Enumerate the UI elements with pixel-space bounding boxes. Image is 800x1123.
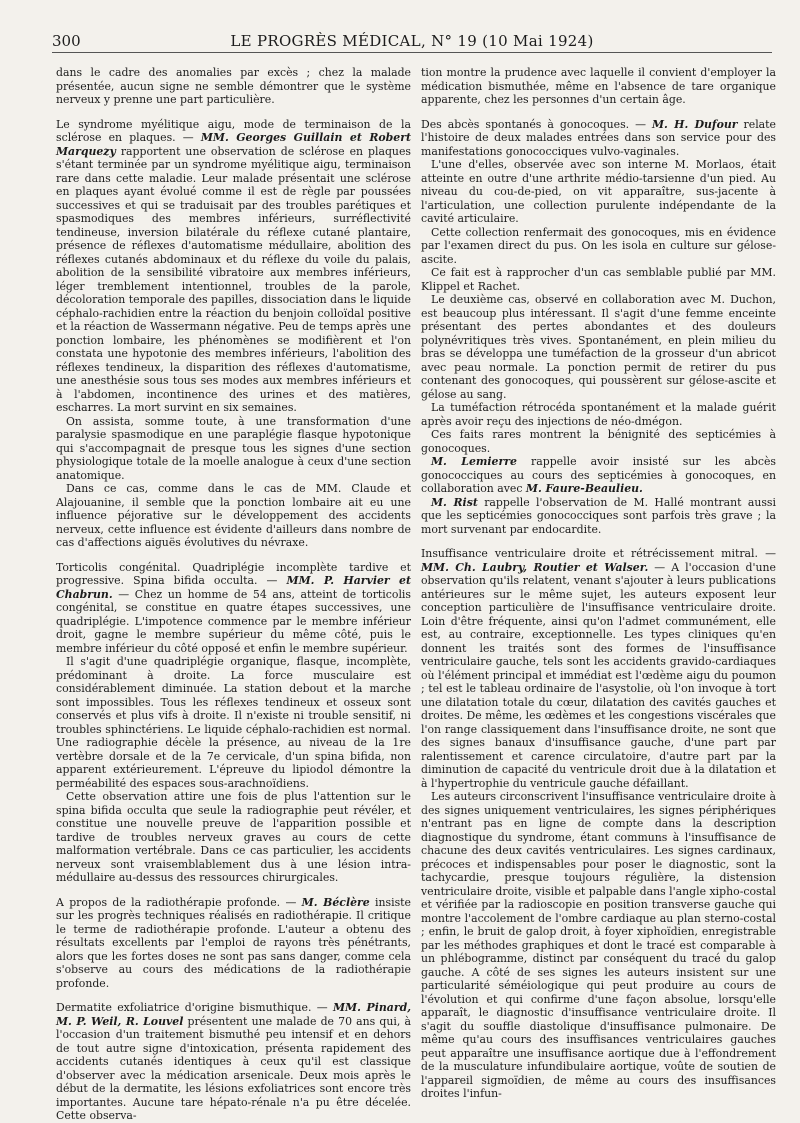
paragraph: Dans ce cas, comme dans le cas de MM. Claude et Alajouanine, il semble que la ponction lombaire ait eu une influence péjorative sur le développement des accidents nerveux, cette influence est évidente d'ailleurs dans nombre de cas d'affections aiguës évolutives du névraxe. — [56, 482, 411, 549]
paragraph: On assista, somme toute, à une transformation d'une paralysie spasmodique en une paraplégie flasque hypotonique qui s'accompagnait de presque tous les signes d'une section physiologique totale de la moelle analogue à ceux d'une section anatomique. — [56, 414, 411, 482]
article-torticolis — [56, 561, 411, 885]
paragraph — [56, 1001, 411, 1123]
paragraph: La tuméfaction rétrocéda spontanément et la malade guérit après avoir reçu des injections de néo-dmégon. — [421, 401, 776, 428]
paragraph: Ces faits rares montrent la bénignité des septicémies à gonocoques. — [421, 428, 776, 455]
paragraph: Cette observation attire une fois de plus l'attention sur le spina bifida occulta que seule la radiographie peut révéler, et constitue une nouvelle preuve de l'apparition possible et tardive de troubles nerveux graves au cours de cette malformation vertébrale. Dans ce cas particulier, les accidents nerveux sont vraisemblablement dus à une lésion intra-médullaire au-dessus des ressources chirurgicales. — [56, 790, 411, 884]
speaker-name: M. Lemierre — [431, 455, 517, 468]
article-authors: MM. Georges Guillain et Robert Marquezy — [56, 131, 411, 158]
paragraph — [421, 118, 776, 159]
running-title: LE PROGRÈS MÉDICAL, N° 19 (10 Mai 1924) — [230, 32, 594, 50]
article-title: A propos de la radiothérapie profonde. — — [56, 895, 302, 909]
paragraph: tion montre la prudence avec laquelle il convient d'employer la médication bismuthée, même en l'absence de tare organique apparente, chez les personnes d'un certain âge. — [421, 66, 776, 106]
article-authors: M. H. Dufour — [652, 117, 738, 131]
article-abces-gonocoques — [421, 118, 776, 537]
paragraph-text: insiste sur les progrès techniques réalisés en radiothérapie. Il critique le terme de radiothérapie profonde. L'auteur a obtenu des résultats excellents par l'emploi de rayons très pénétrants, alors que les fortes doses ne sont pas sans danger, comme cela s'observe au cours des médications de la radiothérapie profonde. — [56, 895, 411, 990]
paragraph: Les auteurs circonscrivent l'insuffisance ventriculaire droite à des signes uniquement ventriculaires, les signes périphériques n'entrant pas en ligne de compte dans la description diagnostique du syndrome, étant communs à l'insuffisance de chacune des deux cavités ventriculaires. Les signes cardinaux, précoces et indispensables pour poser le diagnostic, sont la tachycardie, presque toujours régulière, la distension ventriculaire droite, visible et palpable dans l'angle xipho-costal et vérifiée par la radioscopie en position transverse gauche qui montre l'accolement de l'ombre cardiaque au plan sterno-costal ; enfin, le bruit de galop droit, à foyer xiphoïdien, enregistrable par les méthodes graphiques et dont le tracé est comparable à un phlébogramme, distinct par conséquent du tracé du galop gauche. A côté de ses signes les auteurs insistent sur une particularité séméiologique qui peut produire au cours de l'évolution et qui confirme d'une façon absolue, lorsqu'elle apparaît, le diagnostic d'insuffisance ventriculaire droite. Il s'agit du souffle diastolique d'insuffisance pulmonaire. De même qu'au cours des insuffisances ventriculaires gauches peut apparaître une insuffisance aortique due à l'effondrement de la musculature infundibulaire aortique, voûte de soutien de l'appareil sigmoïdien, de même au cours des insuffisances droites l'infun- — [421, 790, 776, 1100]
article-title: Le syndrome myélitique aigu, mode de terminaison de la sclérose en plaques. — — [56, 117, 411, 144]
paragraph-text: rapportent une observation de sclérose en plaques s'étant terminée par un syndrome myélitique aigu, terminaison rare dans cette maladie. Leur malade présentait une sclérose en plaques ayant évolué comme il est de règle par poussées successives et qui se traduisait par des troubles parétiques et spasmodiques des membres inférieurs, surréflectivité tendineuse, inversion bilatérale du réflexe cutané plantaire, présence de réflexes d'automatisme médullaire, abolition des réflexes cutanés abdominaux et du réflexe du voile du palais, abolition de la sensibilité vibratoire aux membres inférieurs, léger tremblement intentionnel, troubles de la parole, décoloration temporale des papilles, dissociation dans le liquide céphalo-rachidien entre la réaction du benjoin colloïdal positive et la réaction de Wassermann négative. Peu de temps après une ponction lombaire, les phénomènes se modifièrent et l'on constata une hypotonie des membres inférieurs, l'abolition des réflexes tendineux, la disparition des réflexes d'automatisme, une anesthésie sous tous ses modes aux membres inférieurs et à l'abdomen, incontinence des urines et des matières, escharres. La mort survint en six semaines. — [56, 144, 411, 414]
paragraph: Le deuxième cas, observé en collaboration avec M. Duchon, est beaucoup plus intéressant. Il s'agit d'une femme enceinte présentant des pertes abondantes et des douleurs polynévritiques très vives. Spontanément, en plein milieu du bras se développa une tuméfaction de la grosseur d'un abricot avec peau normale. La ponction permit de retirer du pus contenant des gonocoques, qui poussèrent sur gélose-ascite et gélose au sang. — [421, 293, 776, 401]
paragraph — [56, 561, 411, 656]
paragraph-text: rappelle l'observation de M. Hallé montrant aussi que les septicémies gonococciques sont parfois très grave ; la mort survenant par endocardite. — [421, 495, 777, 536]
article-authors: MM. Ch. Laubry, Routier et Walser. — [421, 560, 649, 574]
paragraph-text: relate l'histoire de deux malades entrées dans son service pour des manifestations gonococciques vulvo-vaginales. — [421, 117, 776, 158]
paragraph — [56, 118, 411, 415]
article-title: Dermatite exfoliatrice d'origine bismuthique. — — [56, 1001, 333, 1014]
paragraph-text: — Chez un homme de 54 ans, atteint de torticolis congénital, se constitue en quatre étapes successives, une quadriplégie. L'impotence commence par le membre inférieur droit, gagne le membre supérieur du même côté, puis le membre inférieur du côté opposé et enfin le membre supérieur. — [56, 587, 411, 655]
paragraph — [421, 455, 776, 496]
article-title: Insuffisance ventriculaire droite et rétrécissement mitral. — — [421, 547, 776, 560]
article-authors: MM. P. Harvier et Chabrun. — [56, 574, 411, 601]
paragraph-text: présentent une malade de 70 ans qui, à l'occasion d'un traitement bismuthé peu intensif et en dehors de tout autre signe d'intoxication, présenta rapidement des accidents cutanés identiques à ceux qu'il est classique d'observer avec la médication arsenicale. Deux mois après le début de la dermatite, les lésions exfoliatrices sont encore très importantes. Aucune tare hépato-rénale n'a pu être décelée. Cette observa- — [56, 1014, 411, 1122]
paragraph: Cette collection renfermait des gonocoques, mis en évidence par l'examen direct du pus. On les isola en culture sur gélose-ascite. — [421, 225, 776, 266]
paragraph: dans le cadre des anomalies par excès ; chez la malade présentée, aucun signe ne semble démontrer que le système nerveux y prenne une part particulière. — [56, 66, 411, 106]
article-authors: MM. Pinard, M. P. Weil, R. Louvel — [56, 1001, 411, 1028]
speaker-name: M. Faure-Beaulieu. — [525, 482, 643, 495]
paragraph-text: — A l'occasion d'une observation qu'ils relatent, venant s'ajouter à leurs publications antérieures sur le même sujet, les auteurs exposent leur conception particulière de l'insuffisance ventriculaire droite. Loin d'être fréquente, ainsi qu'on l'admet communément, elle est, au contraire, exceptionnelle. Les types cliniques qu'en donnent les traités sont des formes de l'insuffisance ventriculaire gauche, tels sont les accidents gravido-cardiaques où l'élément principal et immédiat est l'œdème aigu du poumon ; tel est le tableau ordinaire de l'asystolie, où l'on invoque à tort une dilatation totale du cœur, dilatation des cavités gauches et droites. De même, les œdèmes et les congestions viscérales que l'on range classiquement dans l'insuffisance droite, ne sont que des signes banaux d'insuffisance gauche, d'une part par ralentissement et carence circulatoire, d'autre part par la diminution de capacité du ventricule droit due à la dilatation et à l'hypertrophie du ventricule gauche défaillant. — [421, 560, 776, 790]
article-myelitique — [56, 118, 411, 550]
page-header — [52, 30, 772, 53]
paragraph: Ce fait est à rapprocher d'un cas semblable publié par MM. Klippel et Rachet. — [421, 266, 776, 293]
article-title: Torticolis congénital. Quadriplégie incomplète tardive et progressive. Spina bifida occulta. — — [56, 560, 411, 587]
article-authors: M. Béclère — [301, 895, 370, 909]
article-dermatite — [56, 1001, 411, 1123]
paragraph — [421, 547, 776, 790]
article-radiotherapie — [56, 896, 411, 991]
page-number: 300 — [52, 32, 81, 50]
paragraph — [421, 496, 776, 537]
speaker-name: M. Rist — [431, 495, 478, 509]
right-column — [421, 66, 777, 1100]
paragraph: Il s'agit d'une quadriplégie organique, flasque, incomplète, prédominant à droite. La force musculaire est considérablement diminuée. La station debout et la marche sont impossibles. Tous les réflexes tendineux et osseux sont conservés et plus vifs à droite. Il n'existe ni trouble sensitif, ni troubles sphinctériens. Le liquide céphalo-rachidien est normal. Une radiographie décèle la présence, au niveau de la 1re vertèbre dorsale et de la 7e cervicale, d'un spina bifida, non apparent extérieurement. L'épreuve du lipiodol démontre la perméabilité des espaces sous-arachnoïdiens. — [56, 655, 411, 790]
left-column — [56, 66, 411, 1122]
paragraph: L'une d'elles, observée avec son interne M. Morlaos, était atteinte en outre d'une arthrite médio-tarsienne d'un pied. Au niveau du cou-de-pied, on vit apparaître, sus-jacente à l'articulation, une collection purulente indépendante de la cavité articulaire. — [421, 158, 776, 225]
paragraph-text: rappelle avoir insisté sur les abcès gonococciques au cours des septicémies à gonocoques, en collaboration avec — [421, 455, 776, 495]
article-insuffisance-ventriculaire — [421, 547, 776, 1101]
article-title: Des abcès spontanés à gonocoques. — — [421, 117, 652, 131]
paragraph — [56, 896, 411, 991]
